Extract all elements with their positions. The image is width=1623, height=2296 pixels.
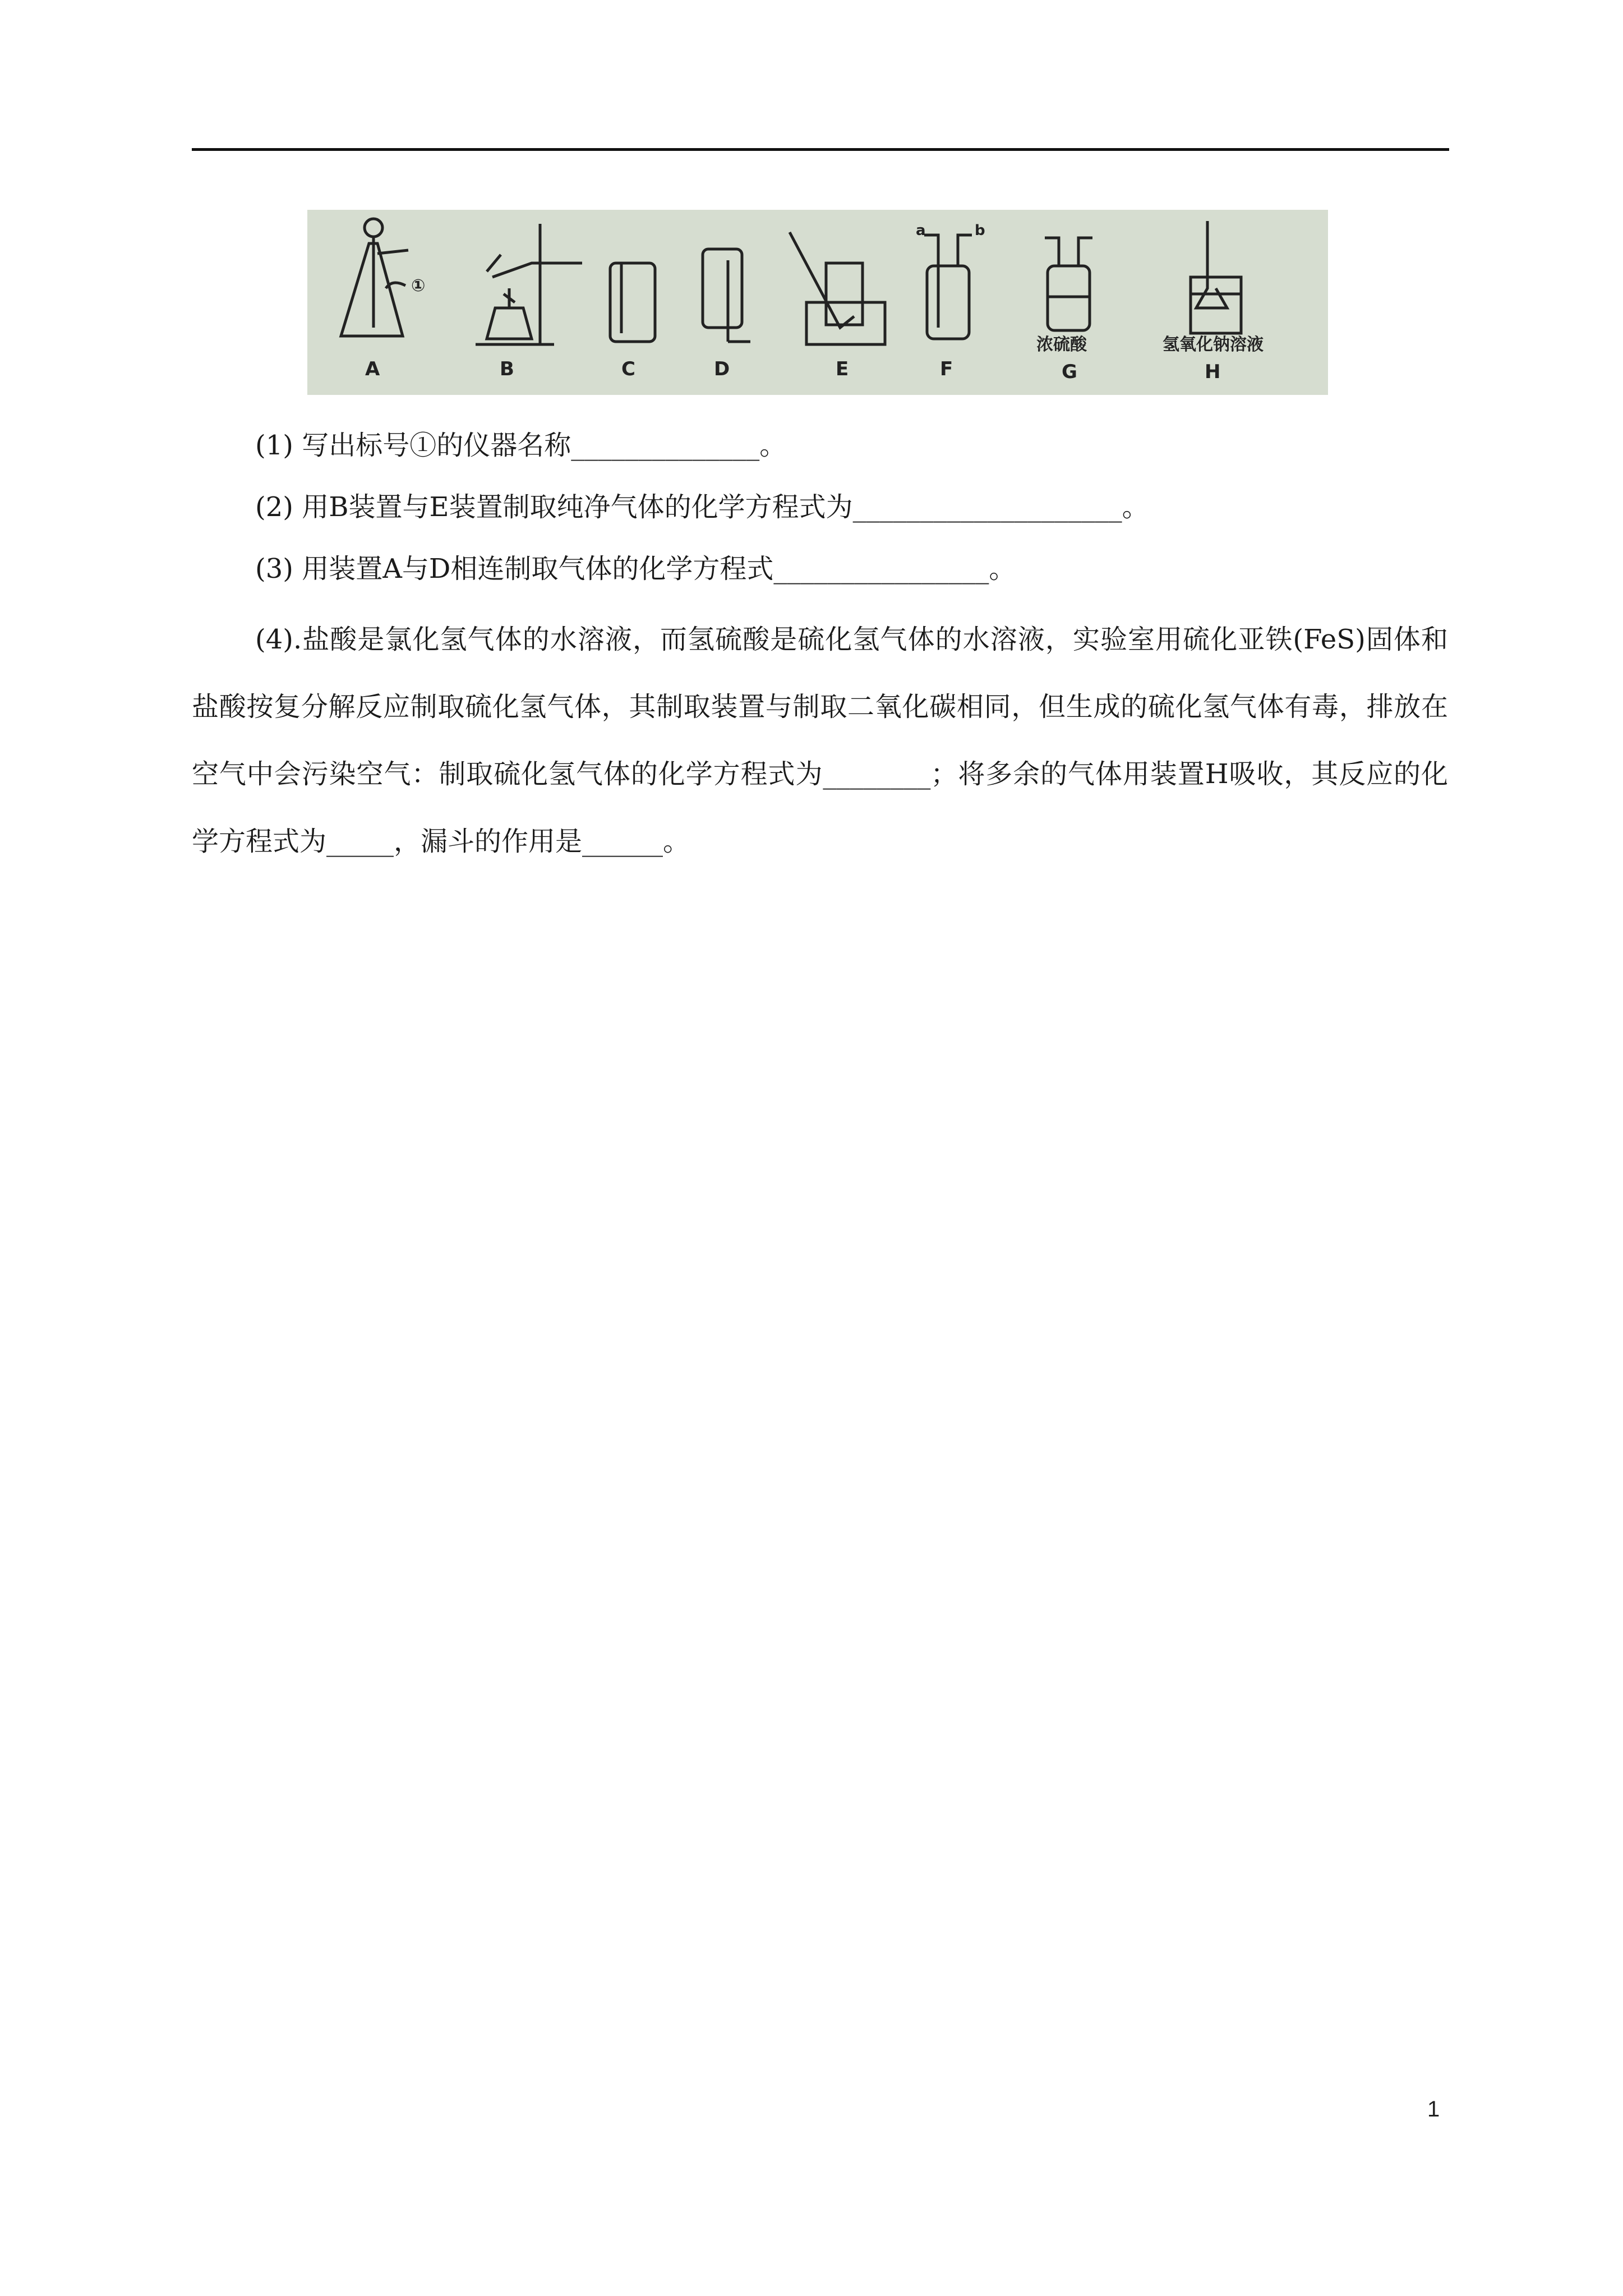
- header-rule: [192, 148, 1449, 151]
- apparatus-a-flask-icon: [341, 219, 408, 336]
- apparatus-b-heating-icon: [476, 224, 582, 344]
- label-g: G: [1062, 361, 1077, 383]
- label-h: H: [1205, 361, 1221, 383]
- g-reagent-label: 浓硫酸: [1036, 335, 1087, 355]
- question-4: (4).盐酸是氯化氢气体的水溶液，而氢硫酸是硫化氢气体的水溶液，实验室用硫化亚铁(FeS)固体和盐酸按复分解反应制取硫化氢气体，其制取装置与制取二氧化碳相同，但生成的硫化氢气体有毒，排放在空气中会污染空气：制取硫化氢气体的化学方程式为________；将多余的气体用装置H吸收，其反应的化学方程式为_____，漏斗的作用是______。: [192, 624, 1448, 857]
- label-e: E: [836, 358, 849, 380]
- apparatus-g-bottle-icon: [1045, 238, 1092, 330]
- apparatus-d-bottle-icon: [703, 249, 750, 342]
- apparatus-f-bottle-icon: [924, 235, 972, 339]
- label-f: F: [940, 358, 953, 380]
- question-1: (1) 写出标号①的仪器名称______________。: [255, 430, 787, 461]
- h-reagent-label: 氢氧化钠溶液: [1163, 335, 1264, 355]
- page-number: 1: [1427, 2097, 1440, 2122]
- marker-1: ①: [411, 276, 426, 296]
- label-d: D: [714, 358, 730, 380]
- label-b: B: [500, 358, 514, 380]
- apparatus-h-beaker-icon: [1191, 221, 1241, 333]
- label-c: C: [621, 358, 635, 380]
- question-2: (2) 用B装置与E装置制取纯净气体的化学方程式为____________________。: [255, 491, 1149, 523]
- port-a: a: [916, 222, 926, 239]
- port-b: b: [975, 222, 985, 239]
- apparatus-e-trough-icon: [790, 232, 885, 344]
- apparatus-c-bottle-icon: [610, 263, 655, 342]
- label-a: A: [365, 358, 380, 380]
- apparatus-figure: [307, 210, 1328, 395]
- question-3: (3) 用装置A与D相连制取气体的化学方程式________________。: [255, 553, 1016, 585]
